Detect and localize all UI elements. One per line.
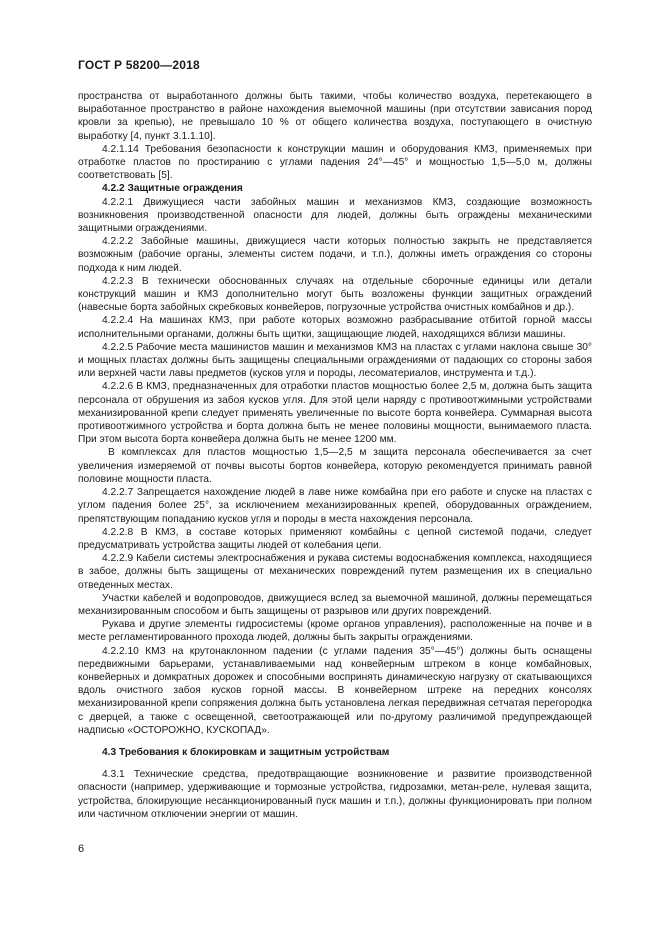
paragraph-4-3-1: 4.3.1 Технические средства, предотвращающие возникновение и развитие производственной опасности (например, удерживающие и тормозные устройства, гидрозамки, метан-реле, нулевая защита, устройства, блокирующие несанкционированный пуск машин и т.п.), должны функционировать при полном или частичном отключении энергии от машин. bbox=[78, 769, 592, 820]
page-number: 6 bbox=[78, 843, 85, 855]
document-header: ГОСТ Р 58200—2018 bbox=[78, 58, 200, 72]
paragraph-4-2-2-7: 4.2.2.7 Запрещается нахождение людей в лаве ниже комбайна при его работе и спуске на пластах с углом падения более 25°, за исключением механизированных крепей, оборудованных ограждением, препятствующим попаданию кусков угля и породы в места нахождения персонала. bbox=[78, 487, 592, 525]
paragraph-4-2-2-9: 4.2.2.9 Кабели системы электроснабжения и рукава системы водоснабжения комплекса, находящиеся в забое, должны быть защищены от механических повреждений путем размещения их в специально отведенных местах. bbox=[78, 553, 592, 591]
paragraph-4-2-2-4: 4.2.2.4 На машинах КМЗ, при работе которых возможно разбрасывание отбитой горной массы исполнительными органами, должны быть щитки, защищающие людей, находящихся вблизи машины. bbox=[78, 315, 592, 340]
paragraph-4-2-2-3: 4.2.2.3 В технически обоснованных случаях на отдельные сборочные единицы или детали конструкций машин и КМЗ дополнительно могут быть возложены функции защитных ограждений (навесные борта забойных скребковых конвейеров, погрузочные устройства очистных комбайнов и др.). bbox=[78, 275, 592, 314]
document-body bbox=[78, 90, 592, 821]
paragraph-4-2-2-5: 4.2.2.5 Рабочие места машинистов машин и механизмов КМЗ на пластах с углами наклона свыше 30° и мощных пластах должны быть защищены специальными ограждениями от падающих со стороны забоя или верхней части лавы предметов (кусков угля и породы, лесоматериалов, инструмента и т.д.). bbox=[78, 341, 592, 380]
paragraph-hoses-note: Рукава и другие элементы гидросистемы (кроме органов управления), расположенные на почве и в месте регламентированного прохода людей, должны быть закрыты ограждениями. bbox=[78, 619, 592, 644]
section-heading-4-2-2: 4.2.2 Защитные ограждения bbox=[102, 183, 243, 195]
paragraph-4-2-2-6: 4.2.2.6 В КМЗ, предназначенных для отработки пластов мощностью более 2,5 м, должна быть защита персонала от обрушения из забоя кусков угля. Для этой цели наряду с противоотжимными устройствами механизированной крепи следует применять увеличенные по высоте борта конвейера. Суммарная высота противоотжимного устройства и борта должна быть не менее половины мощности, вынимаемого пласта. При этом высота борта конвейера должна быть не менее 1200 мм. bbox=[78, 381, 592, 446]
paragraph-4-2-1-14: 4.2.1.14 Требования безопасности к конструкции машин и оборудования КМЗ, применяемых при отработке пластов по простиранию с углами падения 24°—45° и мощностью 1,5—5,0 м, должны соответствовать [5]. bbox=[78, 143, 592, 182]
paragraph-4-2-2-8: 4.2.2.8 В КМЗ, в составе которых применяют комбайны с цепной системой подачи, следует предусматривать устройства защиты людей от колебания цепи. bbox=[78, 526, 592, 551]
paragraph-continuation: пространства от выработанного должны быть такими, чтобы количество воздуха, перетекающего в выработанное пространство в районе нахождения выемочной машины (при отсутствии зависания пород кровли за крепью), не превышало 10 % от общего количества воздуха, поступающего в очистную выработку [4, пункт 3.1.1.10]. bbox=[78, 91, 592, 142]
section-heading-4-3: 4.3 Требования к блокировкам и защитным устройствам bbox=[102, 746, 390, 758]
paragraph-complexes-note: В комплексах для пластов мощностью 1,5—2,5 м защита персонала обеспечивается за счет увеличения измеряемой от почвы высоты бортов конвейера, которую рекомендуется принимать равной половине мощности пласта. bbox=[78, 447, 592, 485]
paragraph-cables-note: Участки кабелей и водопроводов, движущиеся вслед за выемочной машиной, должны перемещаться механизированным способом и быть защищены от разрывов или других повреждений. bbox=[78, 592, 592, 617]
paragraph-4-2-2-2: 4.2.2.2 Забойные машины, движущиеся части которых полностью закрыть не представляется возможным (рабочие органы, элементы систем подачи, и т.п.), должны иметь ограждения со стороны подхода к ним людей. bbox=[78, 236, 592, 274]
paragraph-4-2-2-10: 4.2.2.10 КМЗ на крутонаклонном падении (с углами падения 35°—45°) должны быть оснащены передвижными барьерами, устанавливаемыми над конвейерным штреком в конце комбайновых, конвейерных и домкратных дорожек и способными воспринять динамическую нагрузку от скатывающихся вдоль очистного забоя кусков горной массы. В конвейерном штреке на передних консолях механизированной крепи сопряжения должна быть установлена легкая передвижная сетчатая перегородка с дверцей, а также с освещенной, светоотражающей или по-другому различимой предупреждающей надписью «ОСТОРОЖНО, КУСКОПАД». bbox=[78, 645, 592, 736]
paragraph-4-2-2-1: 4.2.2.1 Движущиеся части забойных машин и механизмов КМЗ, создающие возможность возникновения производственной опасности для людей, должны быть ограждены механическими защитными ограждениями. bbox=[78, 196, 592, 235]
